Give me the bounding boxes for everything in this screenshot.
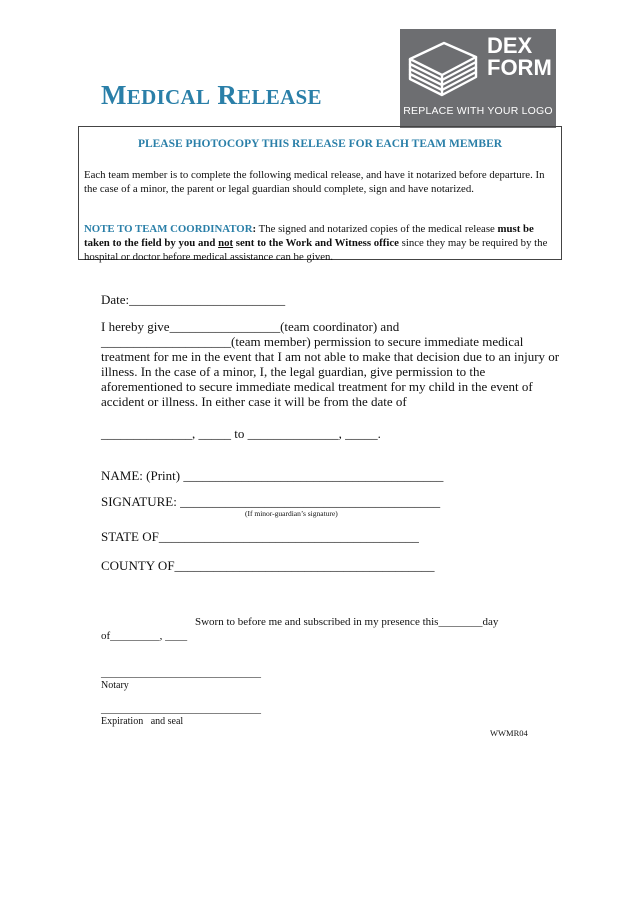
sworn-date-field[interactable]: of_________, ____	[101, 630, 188, 642]
state-field[interactable]: STATE OF________________________________________	[101, 529, 419, 544]
logo	[400, 29, 556, 128]
signature-field[interactable]: SIGNATURE: ________________________________________	[101, 494, 441, 509]
date-field[interactable]: Date:________________________	[101, 292, 286, 307]
logo-tagline: REPLACE WITH YOUR LOGO	[403, 105, 553, 117]
page-title: MEDICAL RELEASE	[101, 80, 322, 110]
county-field[interactable]: COUNTY OF________________________________________	[101, 558, 435, 573]
stacked-paper-icon	[406, 37, 480, 104]
date-range-field[interactable]: ______________, _____ to ______________, _____.	[101, 426, 381, 441]
notice-paragraph: Each team member is to complete the following medical release, and have it notarized before departure. In the case of a minor, the parent or legal guardian should complete, sign and have notarized.	[84, 169, 545, 195]
coordinator-note: NOTE TO TEAM COORDINATOR: The signed and notarized copies of the medical release must be taken to the field by you and not sent to the Work and Witness office since they may be required by the hospital or doctor before medical assistance can be given.	[84, 223, 548, 263]
expiration-label: Expiration and seal	[101, 716, 184, 727]
notice-heading: PLEASE PHOTOCOPY THIS RELEASE FOR EACH TEAM MEMBER	[137, 138, 503, 150]
notary-signature-line[interactable]: ________________________________	[101, 668, 261, 679]
name-field[interactable]: NAME: (Print) ________________________________________	[101, 468, 444, 483]
consent-paragraph: I hereby give_________________(team coordinator) and ____________________(team member) permission to secure immediate medical treatment for me in the event that I am not able to make that decision due to an injury or illness. In the case of a minor, I, the legal guardian, give permission to the aforementioned to secure immediate medical treatment for my child in the event of accident or illness. In either case it will be from the date of	[101, 319, 560, 409]
notice-box	[78, 126, 562, 263]
logo-brand: DEX FORM	[487, 33, 552, 80]
form-code: WWMR04	[490, 728, 528, 738]
note-label: NOTE TO TEAM COORDINATOR	[84, 223, 253, 235]
expiration-line[interactable]: ________________________________	[101, 704, 261, 715]
notary-label: Notary	[101, 680, 129, 691]
sworn-statement: Sworn to before me and subscribed in my presence this________day	[195, 616, 499, 628]
signature-note: (If minor-guardian’s signature)	[245, 509, 338, 518]
